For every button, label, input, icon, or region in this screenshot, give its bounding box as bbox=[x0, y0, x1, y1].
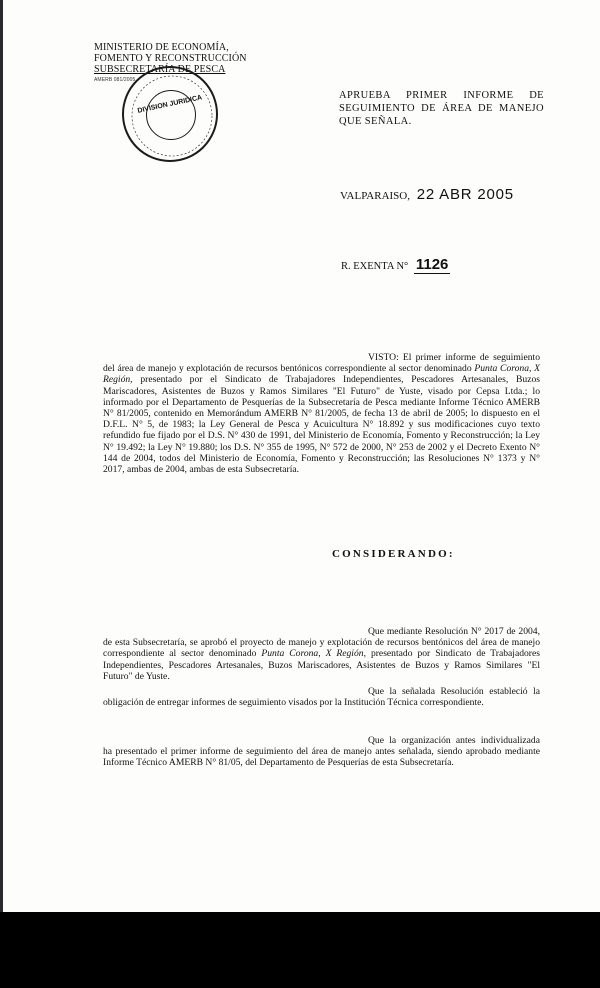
considerando-heading: CONSIDERANDO: bbox=[332, 548, 455, 560]
c1-italic-place: Punta Corona, X Región, bbox=[261, 648, 366, 660]
letterhead-subsecretaria: SUBSECRETARÍA DE PESCA bbox=[94, 64, 226, 75]
considerando-paragraph-2: Que la señalada Resolución estableció la obligación de entregar informes de seguimiento visados por la Institución Técnica correspondiente. bbox=[103, 686, 540, 709]
division-juridica-seal-icon bbox=[122, 66, 218, 162]
resolution-label: R. EXENTA N° bbox=[341, 261, 409, 272]
considerando-paragraph-3: Que la organización antes individualizada ha presentado el primer informe de seguimiento del área de manejo antes señalada, siendo aprobado mediante Informe Técnico AMERB N° 81/05, del Departamento de Pesquerías de esta Subsecretaría. bbox=[103, 735, 540, 769]
visto-lead: VISTO: bbox=[368, 352, 399, 363]
letterhead-ministry-line2: FOMENTO Y RECONSTRUCCIÓN bbox=[94, 53, 247, 64]
resolution-title: APRUEBA PRIMER INFORME DE SEGUIMIENTO DE ÁREA DE MANEJO QUE SEÑALA. bbox=[339, 90, 544, 127]
resolution-number: 1126 bbox=[415, 256, 449, 273]
c1-text-b: presentado por Sindicato de Trabajadores Independientes, Pescadores Artesanales, Buzos Mariscadores, Asistentes de Buzos y Ramos Similares "El Futuro" de Yuste. bbox=[103, 648, 540, 682]
visto-text-a: El primer informe de seguimiento del área de manejo y explotación de recursos bentónicos correspondiente al sector denominado bbox=[103, 352, 540, 375]
visto-paragraph bbox=[103, 352, 540, 475]
visto-text-b: presentado por el Sindicato de Trabajadores Independientes, Pescadores Artesanales, Buzos Mariscadores, Asistentes de Buzos y Ramos Similares "El Futuro" de Yuste, visado por Cepsa Ltda.; lo informado por el Departamento de Pesquerías de la Subsecretaría de Pesca mediante Informe Técnico AMERB N° 81/2005, contenido en Memorándum AMERB N° 81/2005, de fecha 13 de abril de 2005; lo dispuesto en el D.F.L. N° 5, de 1983; la Ley General de Pesca y Acuicultura N° 18.892 y sus modificaciones cuyo texto refundido fue fijado por el D.S. N° 430 de 1991, del Ministerio de Economía, Fomento y Reconstrucción; la Ley N° 19.492; la Ley N° 19.880; los D.S. N° 355 de 1995, N° 572 de 2000, N° 253 de 2002 y el Decreto Exento N° 144 de 2004, todos del Ministerio de Economía, Fomento y Reconstrucción; las Resoluciones N° 1373 y N° 2017, ambas de 2004, ambas de esta Subsecretaría. bbox=[103, 374, 540, 476]
letterhead-ministry: MINISTERIO DE ECONOMÍA, bbox=[94, 42, 229, 53]
letterhead-reference: AMERB 081/2005 bbox=[94, 77, 136, 83]
scan-edge bbox=[0, 0, 3, 912]
resolution-number-line bbox=[341, 256, 450, 274]
date-place: VALPARAISO, bbox=[340, 190, 410, 202]
c1-text-a: Que mediante Resolución N° 2017 de 2004, de esta Subsecretaría, se aprobó el proyecto de manejo y explotación de recursos bentónicos del área de manejo correspondiente al sector denominado bbox=[103, 626, 540, 660]
seal-center-text: DIVISION JURIDICA bbox=[137, 94, 203, 115]
visto-italic-place: Punta Corona, X Región, bbox=[103, 363, 541, 386]
date-line bbox=[340, 186, 514, 203]
scan-bottom-border bbox=[0, 912, 600, 988]
date-stamp: 22 ABR 2005 bbox=[416, 186, 514, 203]
considerando-paragraph-1 bbox=[103, 626, 540, 682]
